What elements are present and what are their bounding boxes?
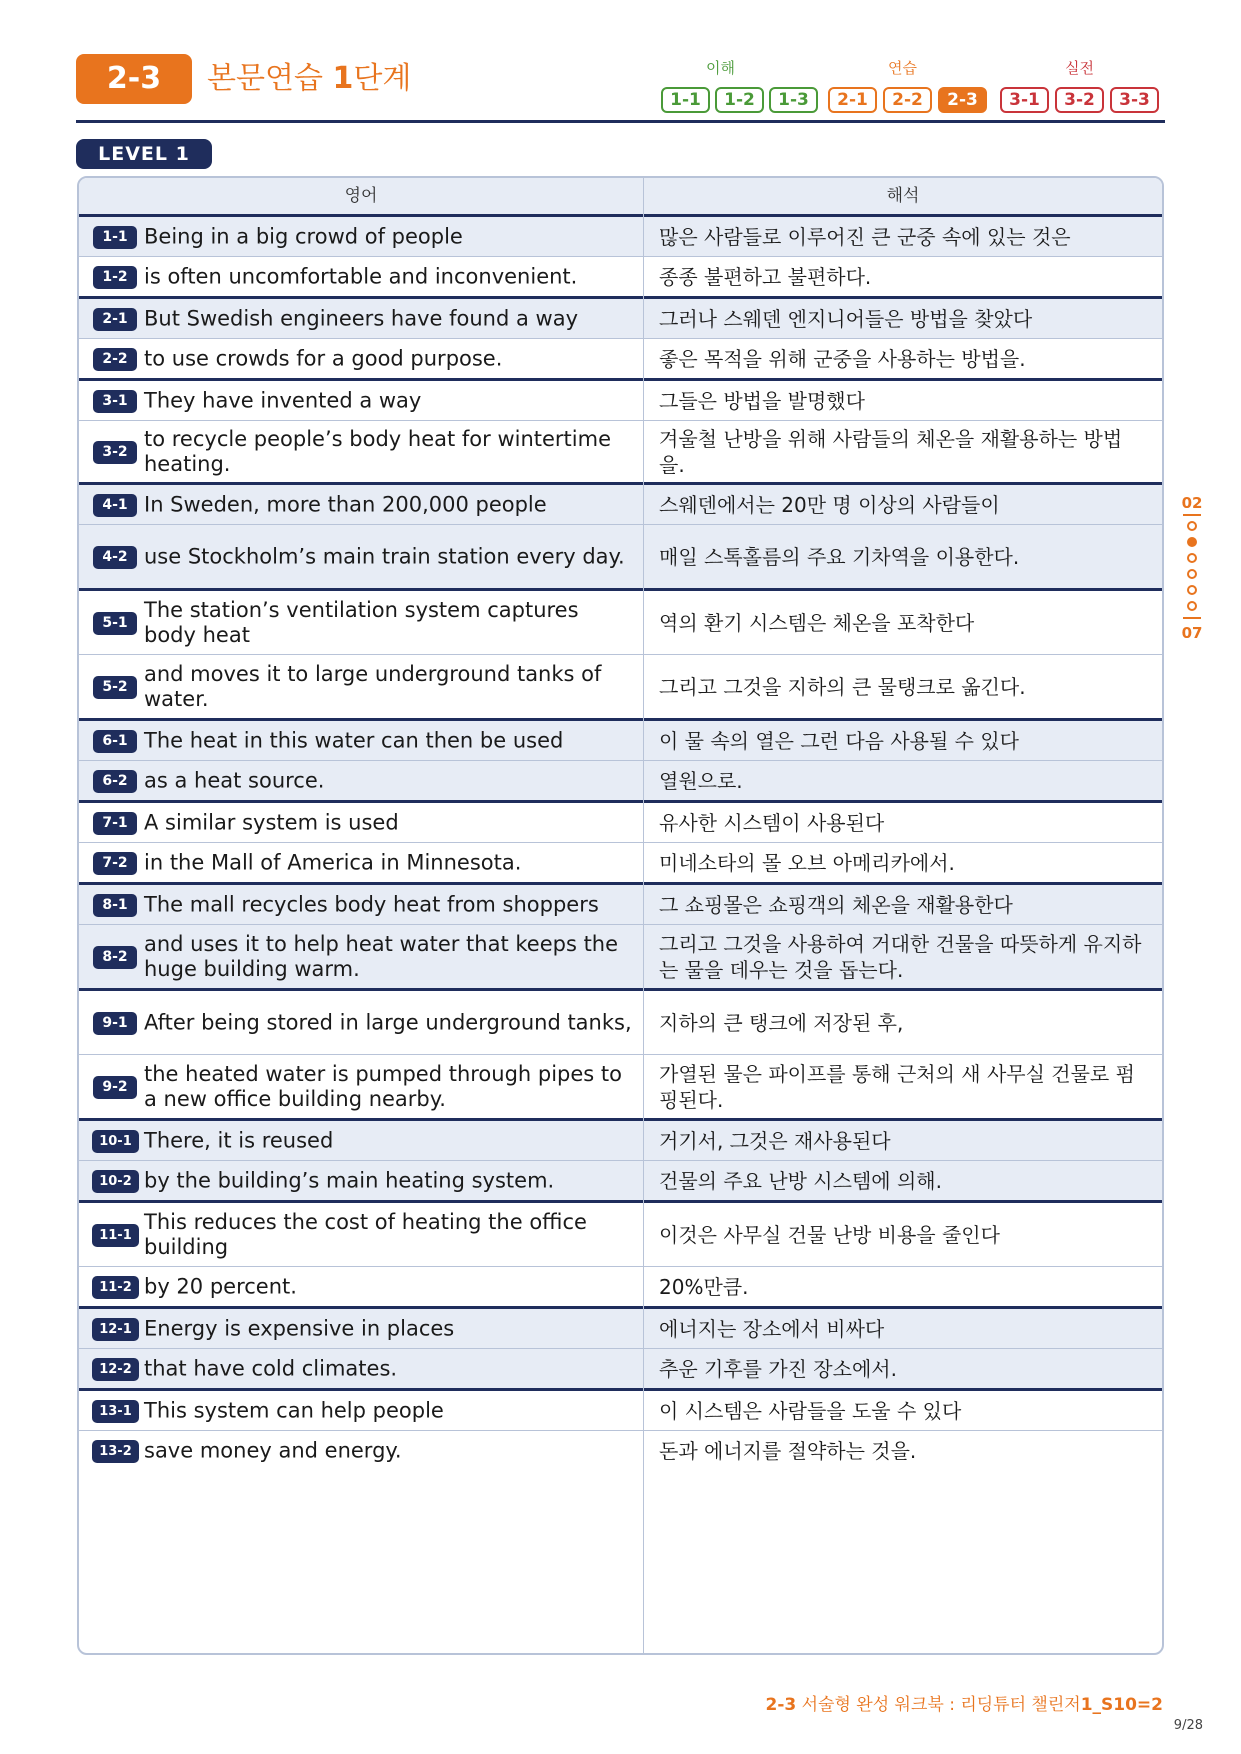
sentence-number-badge: 13-2	[92, 1440, 139, 1463]
column-header-english: 영어	[344, 186, 378, 206]
sentence-number-badge: 2-2	[93, 348, 137, 371]
table-row	[79, 1200, 1162, 1266]
korean-translation: 20%만큼.	[659, 1274, 749, 1299]
english-sentence: The mall recycles body heat from shoppers	[144, 892, 599, 916]
korean-translation: 종종 불편하고 불편하다.	[659, 264, 872, 289]
korean-translation: 돈과 에너지를 절약하는 것을.	[659, 1438, 917, 1463]
sentence-number-badge: 6-2	[93, 770, 137, 793]
sentence-number-badge: 10-2	[92, 1170, 139, 1193]
sentence-number-badge: 8-1	[93, 894, 137, 917]
table-row	[79, 654, 1162, 718]
group-label-real: 실전	[1065, 59, 1094, 77]
table-row	[79, 1306, 1162, 1348]
korean-translation: 그들은 방법을 발명했다	[659, 388, 865, 413]
english-sentence: that have cold climates.	[144, 1356, 398, 1380]
sentence-number-badge: 11-2	[92, 1276, 139, 1299]
divider	[1183, 514, 1201, 516]
table-row	[79, 214, 1162, 256]
korean-translation: 좋은 목적을 위해 군중을 사용하는 방법을.	[659, 346, 1026, 371]
page-title: 본문연습 1단계	[207, 61, 412, 96]
nav-button-1-2[interactable]: 1-2	[715, 87, 764, 113]
korean-translation: 거기서, 그것은 재사용된다	[659, 1128, 891, 1153]
table-row	[79, 482, 1162, 524]
table-row	[79, 338, 1162, 378]
table-header	[79, 178, 1162, 214]
korean-translation: 겨울철 난방을 위해 사람들의 체온을 재활용하는 방법을.	[659, 426, 1123, 477]
level-badge: LEVEL 1	[76, 139, 212, 169]
sentence-number-badge: 1-2	[93, 266, 137, 289]
korean-translation: 스웨덴에서는 20만 명 이상의 사람들이	[659, 492, 1000, 517]
english-sentence: In Sweden, more than 200,000 people	[144, 492, 547, 516]
nav-button-1-1[interactable]: 1-1	[661, 87, 710, 113]
progress-dot	[1187, 553, 1197, 563]
table-row	[79, 1430, 1162, 1470]
table-row	[79, 1266, 1162, 1306]
english-sentence: The station’s ventilation system captures body heat	[144, 597, 579, 647]
table-row	[79, 882, 1162, 924]
korean-translation: 미네소타의 몰 오브 아메리카에서.	[659, 850, 955, 875]
korean-translation: 건물의 주요 난방 시스템에 의해.	[659, 1168, 942, 1193]
english-sentence: Being in a big crowd of people	[144, 224, 463, 248]
english-sentence: the heated water is pumped through pipes to a new office building nearby.	[144, 1061, 623, 1111]
english-sentence: save money and energy.	[144, 1438, 402, 1462]
nav-button-2-3[interactable]: 2-3	[938, 87, 987, 113]
chapter-end: 07	[1181, 624, 1203, 642]
table-row	[79, 1054, 1162, 1118]
sentence-number-badge: 6-1	[93, 730, 137, 753]
sentence-number-badge: 11-1	[92, 1224, 139, 1247]
english-sentence: and uses it to help heat water that keeps the huge building warm.	[144, 931, 619, 981]
english-sentence: The heat in this water can then be used	[144, 728, 564, 752]
korean-translation: 이 시스템은 사람들을 도울 수 있다	[659, 1398, 962, 1423]
nav-button-3-1[interactable]: 3-1	[1000, 87, 1049, 113]
header-divider	[76, 120, 1165, 123]
column-divider	[643, 178, 644, 1653]
sentence-number-badge: 4-1	[93, 494, 137, 517]
section-badge: 2-3	[76, 54, 192, 104]
sentence-number-badge: 8-2	[93, 946, 137, 969]
divider	[1183, 617, 1201, 619]
korean-translation: 그리고 그것을 지하의 큰 물탱크로 옮긴다.	[659, 674, 1026, 699]
table-row	[79, 420, 1162, 482]
english-sentence: to use crowds for a good purpose.	[144, 346, 503, 370]
english-sentence: in the Mall of America in Minnesota.	[144, 850, 522, 874]
chapter-start: 02	[1181, 494, 1203, 512]
sentence-number-badge: 2-1	[93, 308, 137, 331]
nav-button-1-3[interactable]: 1-3	[769, 87, 818, 113]
sentence-number-badge: 7-1	[93, 812, 137, 835]
table-row	[79, 1118, 1162, 1160]
table-row	[79, 1348, 1162, 1388]
progress-dot	[1187, 521, 1197, 531]
sentence-number-badge: 1-1	[93, 226, 137, 249]
english-sentence: use Stockholm’s main train station every day.	[144, 544, 625, 568]
sentence-number-badge: 12-2	[92, 1358, 139, 1381]
english-sentence: But Swedish engineers have found a way	[144, 306, 579, 330]
korean-translation: 이 물 속의 열은 그런 다음 사용될 수 있다	[659, 728, 1019, 753]
sentence-number-badge: 3-1	[93, 390, 137, 413]
english-sentence: by the building’s main heating system.	[144, 1168, 555, 1192]
korean-translation: 매일 스톡홀름의 주요 기차역을 이용한다.	[659, 544, 1020, 569]
korean-translation: 많은 사람들로 이루어진 큰 군중 속에 있는 것은	[659, 224, 1071, 249]
group-label-practice: 연습	[888, 59, 917, 77]
sentence-number-badge: 9-2	[93, 1076, 137, 1099]
table-row	[79, 256, 1162, 296]
sentence-number-badge: 7-2	[93, 852, 137, 875]
table-row	[79, 760, 1162, 800]
table-row	[79, 378, 1162, 420]
english-sentence: They have invented a way	[144, 388, 422, 412]
table-row	[79, 718, 1162, 760]
sentence-number-badge: 9-1	[93, 1012, 137, 1035]
korean-translation: 그러나 스웨덴 엔지니어들은 방법을 찾았다	[659, 306, 1033, 331]
sentence-number-badge: 3-2	[93, 441, 137, 464]
korean-translation: 그리고 그것을 사용하여 거대한 건물을 따뜻하게 유지하는 물을 데우는 것을 돕는다.	[659, 931, 1142, 982]
english-sentence: by 20 percent.	[144, 1274, 297, 1298]
korean-translation: 추운 기후를 가진 장소에서.	[659, 1356, 897, 1381]
sentence-number-badge: 4-2	[93, 546, 137, 569]
korean-translation: 지하의 큰 탱크에 저장된 후,	[659, 1010, 904, 1035]
table-row	[79, 588, 1162, 654]
nav-button-3-3[interactable]: 3-3	[1110, 87, 1159, 113]
korean-translation: 그 쇼핑몰은 쇼핑객의 체온을 재활용한다	[659, 892, 1013, 917]
sentence-number-badge: 13-1	[92, 1400, 139, 1423]
translation-table	[77, 176, 1164, 1655]
group-label-understand: 이해	[706, 59, 735, 77]
korean-translation: 열원으로.	[659, 768, 743, 793]
chapter-progress	[1174, 494, 1210, 642]
korean-translation: 가열된 물은 파이프를 통해 근처의 새 사무실 건물로 펌핑된다.	[659, 1061, 1135, 1112]
nav-button-2-2[interactable]: 2-2	[883, 87, 932, 113]
english-sentence: This reduces the cost of heating the office building	[144, 1209, 587, 1259]
progress-dot	[1187, 569, 1197, 579]
english-sentence: and moves it to large underground tanks of water.	[144, 661, 602, 711]
sentence-number-badge: 5-2	[93, 676, 137, 699]
korean-translation: 에너지는 장소에서 비싸다	[659, 1316, 885, 1341]
korean-translation: 유사한 시스템이 사용된다	[659, 810, 885, 835]
table-row	[79, 800, 1162, 842]
progress-dot	[1187, 585, 1197, 595]
nav-button-3-2[interactable]: 3-2	[1055, 87, 1104, 113]
progress-dot	[1187, 601, 1197, 611]
korean-translation: 역의 환기 시스템은 체온을 포착한다	[659, 610, 975, 635]
english-sentence: This system can help people	[144, 1398, 444, 1422]
table-row	[79, 1160, 1162, 1200]
english-sentence: A similar system is used	[144, 810, 399, 834]
sentence-number-badge: 5-1	[93, 612, 137, 635]
english-sentence: Energy is expensive in places	[144, 1316, 455, 1340]
english-sentence: as a heat source.	[144, 768, 325, 792]
progress-dot-current	[1187, 537, 1197, 547]
table-row	[79, 1388, 1162, 1430]
english-sentence: to recycle people’s body heat for wintertime heating.	[144, 426, 611, 476]
table-row	[79, 524, 1162, 588]
english-sentence: is often uncomfortable and inconvenient.	[144, 264, 578, 288]
footer-caption: 2-3 서술형 완성 워크북 : 리딩튜터 챌린저1_S10=2	[765, 1695, 1163, 1715]
column-header-translation: 해석	[886, 186, 920, 206]
korean-translation: 이것은 사무실 건물 난방 비용을 줄인다	[659, 1222, 1000, 1247]
table-row	[79, 924, 1162, 988]
sentence-number-badge: 12-1	[92, 1318, 139, 1341]
english-sentence: There, it is reused	[144, 1128, 334, 1152]
nav-button-2-1[interactable]: 2-1	[828, 87, 877, 113]
english-sentence: After being stored in large underground tanks,	[144, 1010, 632, 1034]
table-row	[79, 988, 1162, 1054]
table-row	[79, 842, 1162, 882]
table-row	[79, 296, 1162, 338]
page-number: 9/28	[1173, 1718, 1203, 1733]
sentence-number-badge: 10-1	[92, 1130, 139, 1153]
